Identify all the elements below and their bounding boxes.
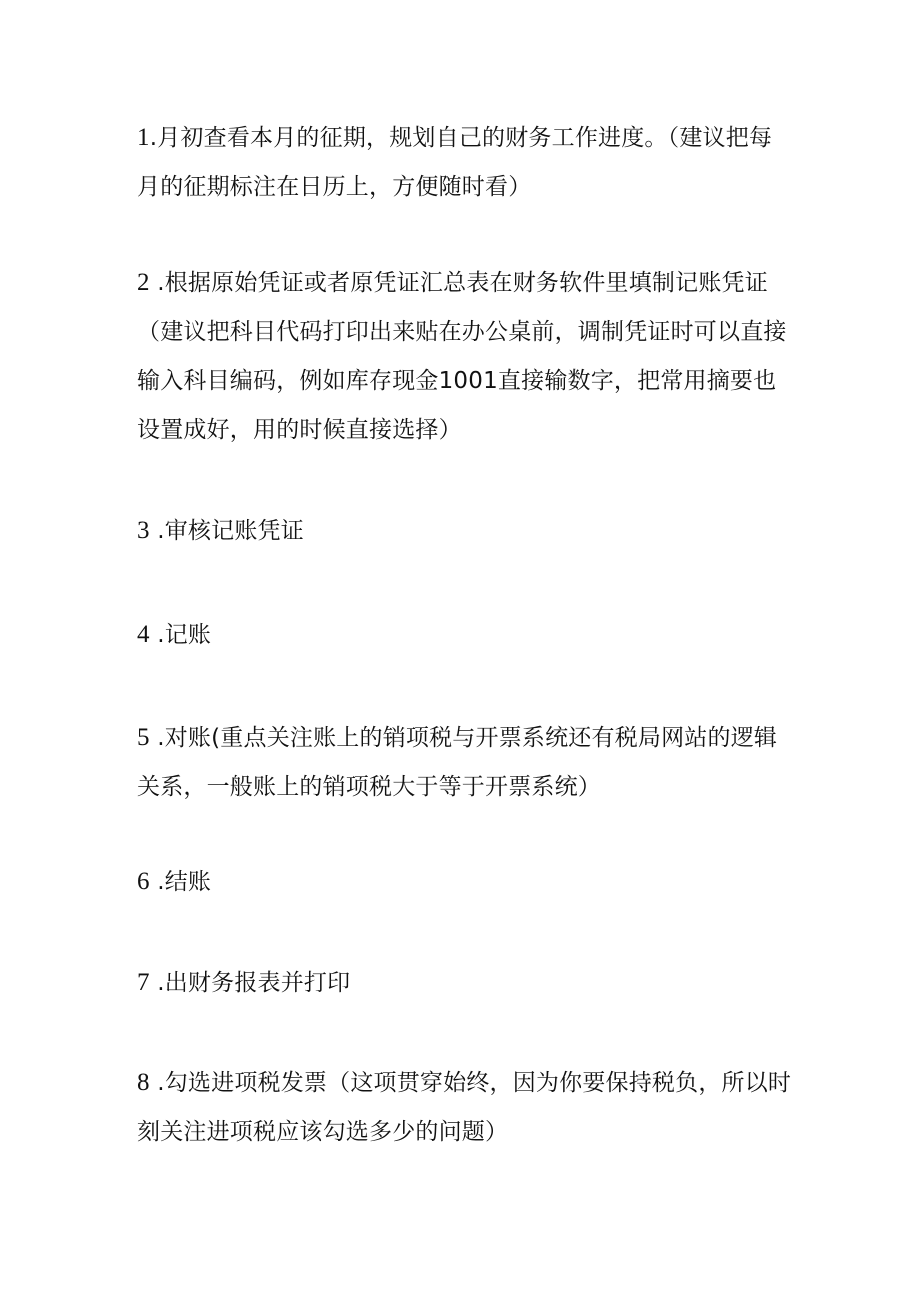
item-text: .记账 xyxy=(149,622,212,648)
item-number: 1 xyxy=(137,124,150,151)
item-number: 8 xyxy=(137,1069,150,1096)
list-item-4 xyxy=(137,610,792,660)
item-text: .出财务报表并打印 xyxy=(149,970,351,996)
item-text: .审核记账凭证 xyxy=(149,518,304,544)
item-number: 5 xyxy=(137,724,150,751)
item-text: .月初查看本月的征期，规划自己的财务工作进度。（建议把每月的征期标注在日历上，方便随时看） xyxy=(137,125,773,200)
list-item-1 xyxy=(137,113,792,212)
list-item-8 xyxy=(137,1058,792,1157)
item-number: 4 xyxy=(137,621,150,648)
item-number: 7 xyxy=(137,969,150,996)
item-number: 2 xyxy=(137,269,150,296)
item-text: .对账(重点关注账上的销项税与开票系统还有税局网站的逻辑关系，一般账上的销项税大于等于开票系统） xyxy=(137,725,778,800)
item-text: .勾选进项税发票（这项贯穿始终，因为你要保持税负，所以时刻关注进项税应该勾选多少的问题） xyxy=(137,1070,792,1145)
list-item-2 xyxy=(137,258,792,455)
list-item-5 xyxy=(137,713,792,812)
item-text: .根据原始凭证或者原凭证汇总表在财务软件里填制记账凭证（建议把科目代码打印出来贴在办公桌前，调制凭证时可以直接输入科目编码，例如库存现金1001直接输数字，把常用摘要也设置成好，用的时候直接选择） xyxy=(137,270,787,443)
item-number: 3 xyxy=(137,517,150,544)
list-item-6 xyxy=(137,857,792,907)
item-number: 6 xyxy=(137,868,150,895)
list-item-3 xyxy=(137,506,792,556)
list-item-7 xyxy=(137,958,792,1008)
item-text: .结账 xyxy=(149,869,212,895)
